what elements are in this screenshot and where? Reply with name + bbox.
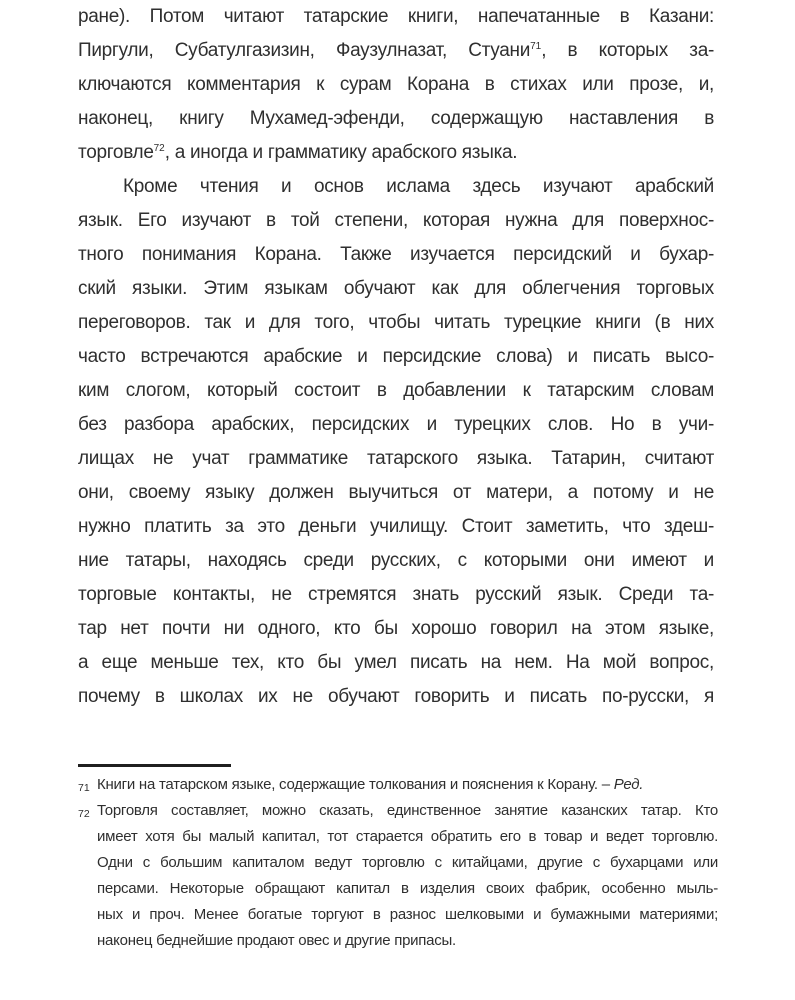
text-segment: , в которых за- — [541, 40, 714, 61]
text-line — [78, 34, 714, 68]
text-segment: наконец беднейшие продают овес и другие припасы. — [97, 932, 456, 949]
text-line — [78, 578, 714, 612]
text-segment: тар нет почти ни одного, кто бы хорошо говорил на этом языке, — [78, 618, 714, 639]
text-segment: ных и проч. Менее богатые торгуют в разнос шелковыми и бумажными материями; — [97, 906, 718, 923]
text-line — [78, 0, 714, 34]
text-segment: Ред. — [613, 776, 644, 793]
text-line — [78, 680, 714, 714]
text-segment: а еще меньше тех, кто бы умел писать на нем. На мой вопрос, — [78, 652, 714, 673]
text-line — [97, 772, 718, 798]
text-segment: Пиргули, Субатулгазизин, Фаузулназат, Стуани — [78, 40, 531, 61]
text-segment: ский языки. Этим языкам обучают как для облегчения торговых — [78, 278, 714, 299]
main-text-block — [78, 0, 714, 714]
text-segment: наконец, книгу Мухамед-эфенди, содержащую наставления в — [78, 108, 714, 129]
text-segment: часто встречаются арабские и персидские слова) и писать высо- — [78, 346, 714, 367]
footnote-marker: 72 — [78, 808, 90, 820]
footnote-ref: 71 — [530, 41, 542, 52]
text-segment: , а иногда и грамматику арабского языка. — [164, 142, 518, 163]
text-line — [78, 170, 714, 204]
text-segment: ким слогом, который состоит в добавлении к татарским словам — [78, 380, 714, 401]
text-segment: тного понимания Корана. Также изучается персидский и бухар- — [78, 244, 714, 265]
text-segment: без разбора арабских, персидских и турецких слов. Но в учи- — [78, 414, 714, 435]
text-segment: Книги на татарском языке, содержащие толкования и пояснения к Корану. – — [97, 776, 614, 793]
text-segment: Кроме чтения и основ ислама здесь изучают арабский — [123, 176, 714, 197]
footnotes-section — [78, 772, 718, 954]
text-line — [78, 306, 714, 340]
text-segment: почему в школах их не обучают говорить и писать по-русски, я — [78, 686, 714, 707]
text-line — [97, 798, 718, 824]
text-line — [78, 476, 714, 510]
text-segment: ране). Потом читают татарские книги, напечатанные в Казани: — [78, 6, 714, 27]
text-segment: персами. Некоторые обращают капитал в изделия своих фабрик, особенно мыль- — [97, 880, 718, 897]
text-segment: язык. Его изучают в той степени, которая нужна для поверхнос- — [78, 210, 714, 231]
text-line — [78, 646, 714, 680]
footnote-ref: 72 — [153, 143, 165, 154]
text-line — [78, 544, 714, 578]
text-segment: Торговля составляет, можно сказать, единственное занятие казанских татар. Кто — [97, 802, 718, 819]
text-line — [78, 408, 714, 442]
text-line — [78, 68, 714, 102]
text-line — [78, 238, 714, 272]
text-line — [97, 850, 718, 876]
text-line — [78, 204, 714, 238]
text-line — [78, 510, 714, 544]
text-segment: ние татары, находясь среди русских, с которыми они имеют и — [78, 550, 714, 571]
paragraph — [78, 0, 714, 170]
paragraph — [78, 170, 714, 714]
text-line — [97, 902, 718, 928]
text-line — [78, 612, 714, 646]
text-segment: Одни с большим капиталом ведут торговлю с китайцами, другие с бухарцами или — [97, 854, 718, 871]
text-segment: торговле — [78, 142, 154, 163]
text-line — [97, 824, 718, 850]
text-segment: лищах не учат грамматике татарского языка. Татарин, считают — [78, 448, 714, 469]
footnote — [78, 798, 718, 954]
footnote-divider — [78, 764, 231, 767]
text-line — [78, 102, 714, 136]
text-segment: имеет хотя бы малый капитал, тот старается обратить его в товар и ведет торговлю. — [97, 828, 718, 845]
text-line — [78, 136, 714, 170]
text-line — [97, 928, 718, 954]
text-line — [78, 272, 714, 306]
text-segment: нужно платить за это деньги училищу. Стоит заметить, что здеш- — [78, 516, 714, 537]
text-line — [78, 340, 714, 374]
text-line — [78, 442, 714, 476]
text-line — [97, 876, 718, 902]
text-segment: они, своему языку должен выучиться от матери, а потому и не — [78, 482, 714, 503]
text-line — [78, 374, 714, 408]
footnote — [78, 772, 718, 798]
text-segment: ключаются комментария к сурам Корана в стихах или прозе, и, — [78, 74, 714, 95]
text-segment: торговые контакты, не стремятся знать русский язык. Среди та- — [78, 584, 714, 605]
footnote-marker: 71 — [78, 782, 90, 794]
text-segment: переговоров. так и для того, чтобы читать турецкие книги (в них — [78, 312, 714, 333]
